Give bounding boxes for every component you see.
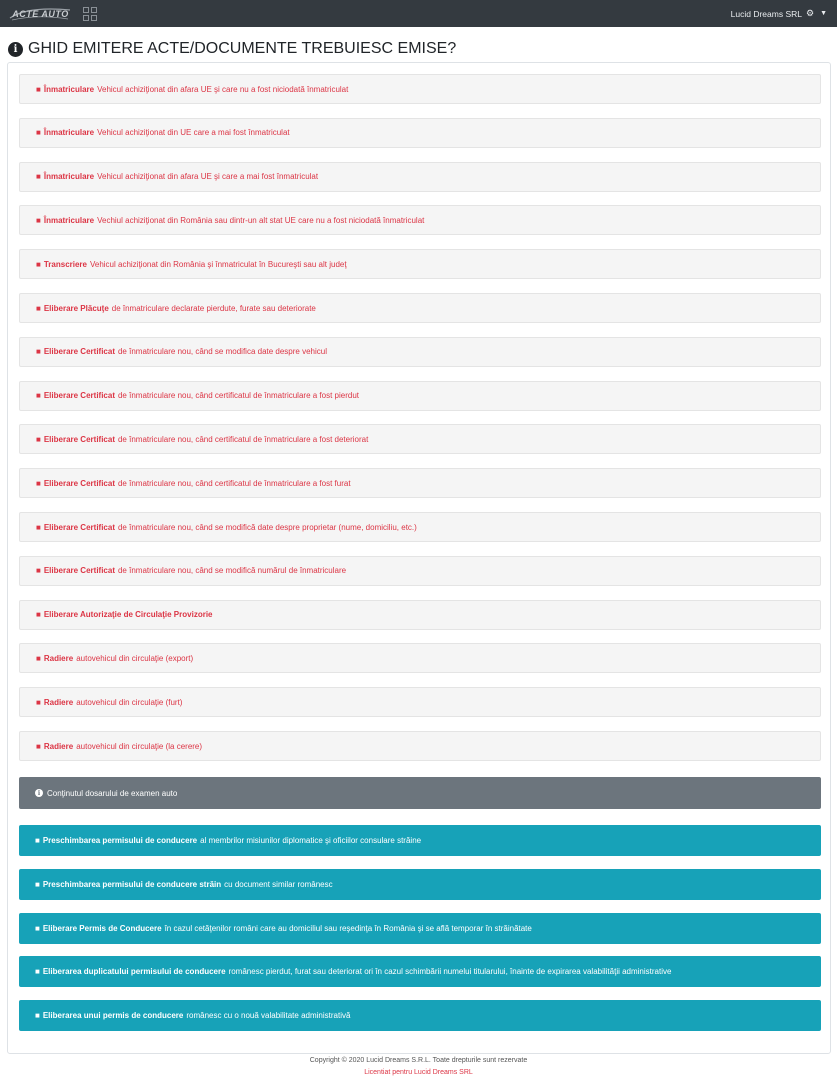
accordion-item-text: autovehicul din circulaţie (la cerere): [76, 741, 203, 751]
folder-icon: ■: [35, 880, 40, 889]
folder-icon: ■: [36, 303, 41, 313]
accordion-item-text: de înmatriculare nou, când se modifica date despre vehicul: [117, 347, 327, 357]
license-item-text: cu document similar românesc: [224, 880, 333, 889]
accordion-item-text: de înmatriculare nou, când certificatul de înmatriculare a fost deteriorat: [117, 434, 369, 444]
folder-icon: ■: [36, 259, 41, 269]
user-menu[interactable]: [731, 0, 827, 27]
accordion-item-title: Radiere: [43, 653, 74, 663]
accordion-item-title: Eliberare Certificat: [43, 434, 115, 444]
folder-icon: ■: [36, 347, 41, 357]
logo-text: ACTE AUTO: [12, 8, 69, 19]
accordion-item-text: de înmatriculare nou, când se modifică numărul de înmatriculare: [117, 566, 347, 576]
folder-icon: ■: [36, 697, 41, 707]
accordion-item-title: Înmatriculare: [43, 172, 95, 182]
accordion-item-title: Eliberare Certificat: [43, 391, 115, 401]
accordion-item[interactable]: [19, 162, 821, 192]
accordion-item[interactable]: [19, 424, 821, 454]
license-item-title: Eliberarea duplicatului permisului de conducere: [42, 967, 226, 976]
accordion-item-title: Eliberare Certificat: [43, 566, 115, 576]
accordion-item-text: de înmatriculare declarate pierdute, furate sau deteriorate: [111, 303, 316, 313]
folder-icon: ■: [36, 434, 41, 444]
accordion-item[interactable]: [19, 293, 821, 323]
caret-down-icon: ▼: [820, 10, 827, 17]
page-title-text: GHID EMITERE ACTE/DOCUMENTE TREBUIESC EMISE?: [28, 40, 457, 57]
license-item-text: românesc cu o nouă valabilitate administrativă: [186, 1011, 351, 1020]
license-item[interactable]: [19, 1000, 821, 1031]
accordion-item[interactable]: [19, 643, 821, 673]
folder-icon: ■: [36, 215, 41, 225]
accordion-item-text: de înmatriculare nou, când certificatul de înmatriculare a fost furat: [117, 478, 351, 488]
accordion-item-title: Înmatriculare: [43, 215, 95, 225]
accordion-item[interactable]: [19, 205, 821, 235]
exam-dossier-label: Conţinutul dosarului de examen auto: [47, 788, 178, 798]
folder-icon: ■: [36, 653, 41, 663]
folder-icon: ■: [35, 1011, 40, 1020]
accordion-item[interactable]: [19, 512, 821, 542]
license-item-title: Eliberare Permis de Conducere: [42, 924, 162, 933]
accordion-item[interactable]: [19, 468, 821, 498]
accordion-item-title: Eliberare Certificat: [43, 347, 115, 357]
footer-copyright: Copyright © 2020 Lucid Dreams S.R.L. Toate drepturile sunt rezervate: [309, 1057, 528, 1064]
accordion-item-text: Vehicul achiziţionat din România şi înmatriculat în Bucureşti sau alt judeţ: [89, 259, 347, 269]
license-item-title: Eliberarea unui permis de conducere: [42, 1011, 184, 1020]
accordion-item-text: Vehicul achiziţionat din UE care a mai fost înmatriculat: [97, 128, 290, 138]
folder-icon: ■: [36, 128, 41, 138]
license-item[interactable]: [19, 825, 821, 856]
license-item-text: al membrilor misiunilor diplomatice şi oficiilor consulare străine: [200, 836, 422, 845]
accordion-item-title: Eliberare Plăcuţe: [43, 303, 109, 313]
folder-icon: ■: [36, 391, 41, 401]
folder-icon: ■: [36, 566, 41, 576]
accordion-item[interactable]: [19, 118, 821, 148]
apps-grid-icon[interactable]: [83, 7, 97, 21]
accordion-item[interactable]: [19, 556, 821, 586]
accordion-item-text: de înmatriculare nou, când se modifică date despre proprietar (nume, domiciliu, etc.): [117, 522, 417, 532]
license-item[interactable]: [19, 956, 821, 987]
accordion-item[interactable]: [19, 731, 821, 761]
accordion-item[interactable]: [19, 687, 821, 717]
license-item-text: în cazul cetăţenilor români care au domiciliul sau reşedinţa în România şi se află temporar în străinătate: [164, 924, 532, 933]
accordion-item-title: Transcriere: [43, 259, 87, 269]
accordion-item[interactable]: [19, 600, 821, 630]
accordion-item-text: autovehicul din circulaţie (export): [76, 653, 194, 663]
accordion-item-title: Eliberare Autorizaţie de Circulaţie Provizorie: [43, 610, 213, 620]
accordion-item[interactable]: [19, 337, 821, 367]
guide-card: [7, 62, 831, 1054]
accordion-item-title: Eliberare Certificat: [43, 478, 115, 488]
folder-icon: ■: [36, 741, 41, 751]
accordion-item-title: Înmatriculare: [43, 128, 95, 138]
user-name: Lucid Dreams SRL: [730, 8, 802, 19]
info-circle-icon: i: [8, 42, 23, 57]
accordion-item-text: Vehicul achiziţionat din afara UE şi care a mai fost înmatriculat: [97, 172, 319, 182]
accordion-item[interactable]: [19, 381, 821, 411]
accordion-item-title: Eliberare Certificat: [43, 522, 115, 532]
accordion-item-text: Vechiul achiziţionat din România sau dintr-un alt stat UE care nu a fost niciodată înmatriculat: [97, 215, 425, 225]
folder-icon: ■: [36, 172, 41, 182]
accordion-item[interactable]: [19, 249, 821, 279]
folder-icon: ■: [36, 522, 41, 532]
folder-icon: ■: [35, 924, 40, 933]
footer-license-link[interactable]: Licentiat pentru Lucid Dreams SRL: [364, 1069, 473, 1076]
license-item-text: românesc pierdut, furat sau deteriorat ori în cazul schimbării numelui titularului, înainte de expirarea valabilităţii administrative: [228, 967, 672, 976]
accordion-item-text: Vehicul achiziţionat din afara UE şi care nu a fost niciodată înmatriculat: [97, 84, 349, 94]
gear-icon: ⚙: [805, 8, 815, 18]
accordion-item-text: de înmatriculare nou, când certificatul de înmatriculare a fost pierdut: [117, 391, 359, 401]
exam-dossier-header[interactable]: [19, 777, 821, 809]
folder-icon: ■: [36, 610, 41, 620]
info-circle-icon: i: [35, 789, 43, 797]
accordion-item-title: Radiere: [43, 697, 74, 707]
accordion-item-title: Înmatriculare: [43, 84, 95, 94]
top-navbar: [0, 0, 837, 27]
accordion-item-text: autovehicul din circulaţie (furt): [76, 697, 183, 707]
page-title: [8, 40, 456, 58]
accordion-item[interactable]: [19, 74, 821, 104]
folder-icon: ■: [36, 84, 41, 94]
license-item[interactable]: [19, 869, 821, 900]
license-item-title: Preschimbarea permisului de conducere străin: [42, 880, 222, 889]
app-logo[interactable]: [8, 4, 73, 24]
license-item-title: Preschimbarea permisului de conducere: [42, 836, 198, 845]
license-item[interactable]: [19, 913, 821, 944]
folder-icon: ■: [35, 836, 40, 845]
accordion-item-title: Radiere: [43, 741, 74, 751]
folder-icon: ■: [36, 478, 41, 488]
folder-icon: ■: [35, 967, 40, 976]
